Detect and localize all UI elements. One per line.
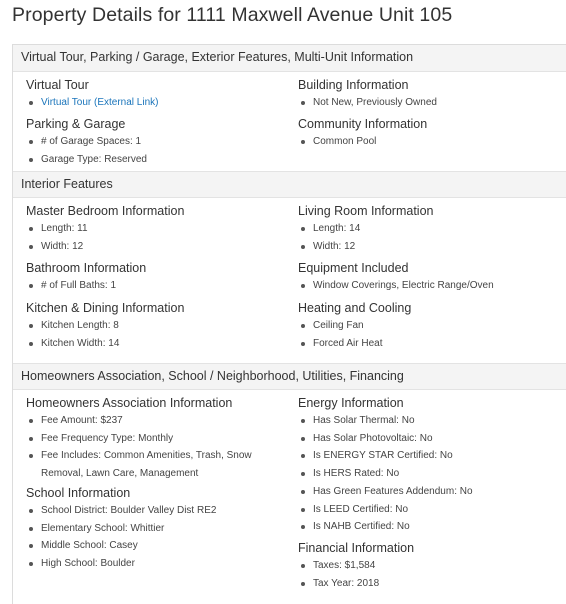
list-item: Width: 12 xyxy=(298,238,433,256)
group-energy-information xyxy=(298,394,473,536)
list-item: Length: 11 xyxy=(26,220,184,238)
group-title: School Information xyxy=(26,486,131,500)
group-master-bedroom xyxy=(26,202,184,255)
list-item: High School: Boulder xyxy=(26,555,216,573)
group-financial-information xyxy=(298,539,414,592)
list-item: Fee Includes: Common Amenities, Trash, Snow Removal, Lawn Care, Management xyxy=(26,447,271,482)
list-item: Is HERS Rated: No xyxy=(298,465,473,483)
group-building-information xyxy=(298,76,437,112)
section-header-hoa-school: Homeowners Association, School / Neighborhood, Utilities, Financing xyxy=(13,363,566,390)
list-item: Is LEED Certified: No xyxy=(298,501,473,519)
group-title: Master Bedroom Information xyxy=(26,204,185,218)
list-item: Elementary School: Whittier xyxy=(26,520,216,538)
list-item[interactable] xyxy=(26,94,158,112)
list-item: # of Full Baths: 1 xyxy=(26,277,146,295)
property-details-panel xyxy=(12,44,566,604)
list-item: Length: 14 xyxy=(298,220,433,238)
list-item: Tax Year: 2018 xyxy=(298,575,414,593)
page-title: Property Details for 1111 Maxwell Avenue Unit 105 xyxy=(12,4,453,26)
list-item: Forced Air Heat xyxy=(298,335,411,353)
section-header-interior: Interior Features xyxy=(13,171,566,198)
group-school-information xyxy=(26,484,216,573)
list-item: Taxes: $1,584 xyxy=(298,557,414,575)
section-header-exterior: Virtual Tour, Parking / Garage, Exterior Features, Multi-Unit Information xyxy=(13,45,566,72)
list-item: Middle School: Casey xyxy=(26,537,216,555)
group-title: Virtual Tour xyxy=(26,78,89,92)
group-virtual-tour xyxy=(26,76,158,112)
list-item: Width: 12 xyxy=(26,238,184,256)
group-equipment-included xyxy=(298,259,494,295)
group-parking-garage xyxy=(26,115,147,168)
group-title: Homeowners Association Information xyxy=(26,396,233,410)
list-item: Ceiling Fan xyxy=(298,317,411,335)
list-item: Has Solar Thermal: No xyxy=(298,412,473,430)
list-item: Has Solar Photovoltaic: No xyxy=(298,430,473,448)
group-title: Living Room Information xyxy=(298,204,434,218)
group-title: Kitchen & Dining Information xyxy=(26,301,185,315)
group-title: Financial Information xyxy=(298,541,415,555)
list-item: Kitchen Length: 8 xyxy=(26,317,184,335)
group-title: Energy Information xyxy=(298,396,404,410)
list-item: Is NAHB Certified: No xyxy=(298,518,473,536)
group-title: Equipment Included xyxy=(298,261,409,275)
group-living-room xyxy=(298,202,433,255)
virtual-tour-link[interactable]: Virtual Tour (External Link) xyxy=(41,97,159,108)
list-item: Fee Frequency Type: Monthly xyxy=(26,430,271,448)
group-bathroom xyxy=(26,259,146,295)
list-item: Fee Amount: $237 xyxy=(26,412,271,430)
list-item: Common Pool xyxy=(298,133,427,151)
group-heating-cooling xyxy=(298,299,411,352)
list-item: Kitchen Width: 14 xyxy=(26,335,184,353)
group-hoa-information xyxy=(26,394,271,483)
group-title: Bathroom Information xyxy=(26,261,147,275)
group-title: Parking & Garage xyxy=(26,117,126,131)
list-item: Has Green Features Addendum: No xyxy=(298,483,473,501)
group-kitchen-dining xyxy=(26,299,184,352)
group-title: Heating and Cooling xyxy=(298,301,412,315)
list-item: Garage Type: Reserved xyxy=(26,151,147,169)
list-item: Window Coverings, Electric Range/Oven xyxy=(298,277,494,295)
group-community-information xyxy=(298,115,427,151)
list-item: School District: Boulder Valley Dist RE2 xyxy=(26,502,216,520)
list-item: Is ENERGY STAR Certified: No xyxy=(298,447,473,465)
list-item: # of Garage Spaces: 1 xyxy=(26,133,147,151)
group-title: Building Information xyxy=(298,78,409,92)
list-item: Not New, Previously Owned xyxy=(298,94,437,112)
group-title: Community Information xyxy=(298,117,428,131)
